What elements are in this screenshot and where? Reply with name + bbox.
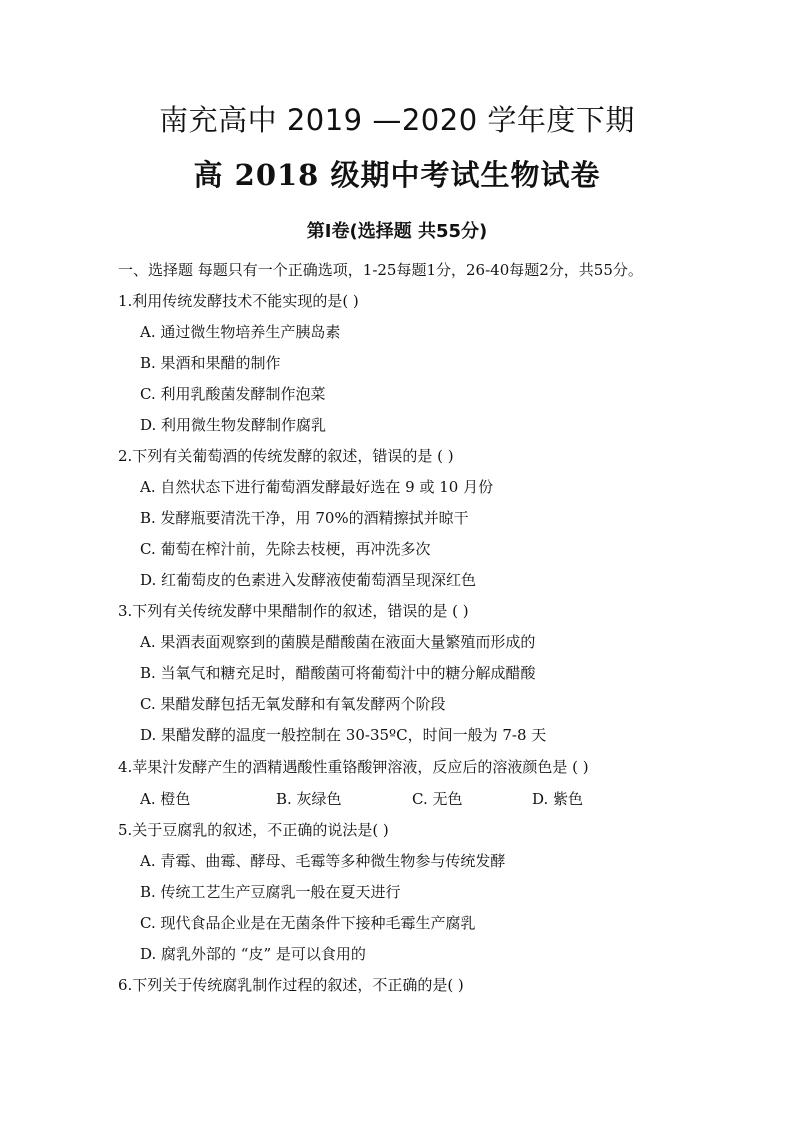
question-3-option-d: D. 果醋发酵的温度一般控制在 30-35ºC，时间一般为 7-8 天 bbox=[140, 726, 547, 744]
question-1-stem: 1.利用传统发酵技术不能实现的是( ) bbox=[118, 292, 359, 310]
question-3-option-c: C. 果醋发酵包括无氧发酵和有氧发酵两个阶段 bbox=[140, 695, 446, 713]
question-2-option-d: D. 红葡萄皮的色素进入发酵液使葡萄酒呈现深红色 bbox=[140, 571, 477, 589]
question-4-stem: 4.苹果汁发酵产生的酒精遇酸性重铬酸钾溶液，反应后的溶液颜色是 ( ) bbox=[118, 758, 589, 776]
question-1-option-c: C. 利用乳酸菌发酵制作泡菜 bbox=[140, 385, 326, 403]
question-1-option-a: A. 通过微生物培养生产胰岛素 bbox=[140, 323, 341, 341]
question-5-stem: 5.关于豆腐乳的叙述，不正确的说法是( ) bbox=[118, 821, 389, 839]
question-5-option-b: B. 传统工艺生产豆腐乳一般在夏天进行 bbox=[140, 883, 401, 901]
question-1-option-b: B. 果酒和果醋的制作 bbox=[140, 354, 281, 372]
question-2-option-a: A. 自然状态下进行葡萄酒发酵最好选在 9 或 10 月份 bbox=[140, 478, 494, 496]
question-3-option-a: A. 果酒表面观察到的菌膜是醋酸菌在液面大量繁殖而形成的 bbox=[140, 633, 536, 651]
question-2-option-b: B. 发酵瓶要清洗干净，用 70%的酒精擦拭并晾干 bbox=[140, 509, 469, 527]
exam-title-school: 南充高中 2019 —2020 学年度下期 bbox=[159, 103, 635, 137]
question-4-option-a: A. 橙色 bbox=[140, 790, 191, 808]
question-5-option-c: C. 现代食品企业是在无菌条件下接种毛霉生产腐乳 bbox=[140, 914, 476, 932]
question-4-option-c: C. 无色 bbox=[412, 790, 463, 808]
question-2-stem: 2.下列有关葡萄酒的传统发酵的叙述，错误的是 ( ) bbox=[118, 447, 454, 465]
question-3-option-b: B. 当氧气和糖充足时，醋酸菌可将葡萄汁中的糖分解成醋酸 bbox=[140, 664, 536, 682]
question-4-option-b: B. 灰绿色 bbox=[276, 790, 342, 808]
question-2-option-c: C. 葡萄在榨汁前，先除去枝梗，再冲洗多次 bbox=[140, 540, 431, 558]
question-1-option-d: D. 利用微生物发酵制作腐乳 bbox=[140, 416, 327, 434]
exam-title-subject: 高 2018 级期中考试生物试卷 bbox=[193, 158, 601, 192]
question-6-stem: 6.下列关于传统腐乳制作过程的叙述，不正确的是( ) bbox=[118, 976, 464, 994]
question-4-option-d: D. 紫色 bbox=[532, 790, 584, 808]
question-5-option-d: D. 腐乳外部的 “皮” 是可以食用的 bbox=[140, 945, 366, 963]
section-instructions: 一、选择题 每题只有一个正确选项，1-25每题1分，26-40每题2分，共55分。 bbox=[118, 261, 643, 279]
question-3-stem: 3.下列有关传统发酵中果醋制作的叙述，错误的是 ( ) bbox=[118, 602, 469, 620]
question-5-option-a: A. 青霉、曲霉、酵母、毛霉等多种微生物参与传统发酵 bbox=[140, 852, 506, 870]
section-title: 第Ⅰ卷(选择题 共55分) bbox=[306, 221, 488, 242]
